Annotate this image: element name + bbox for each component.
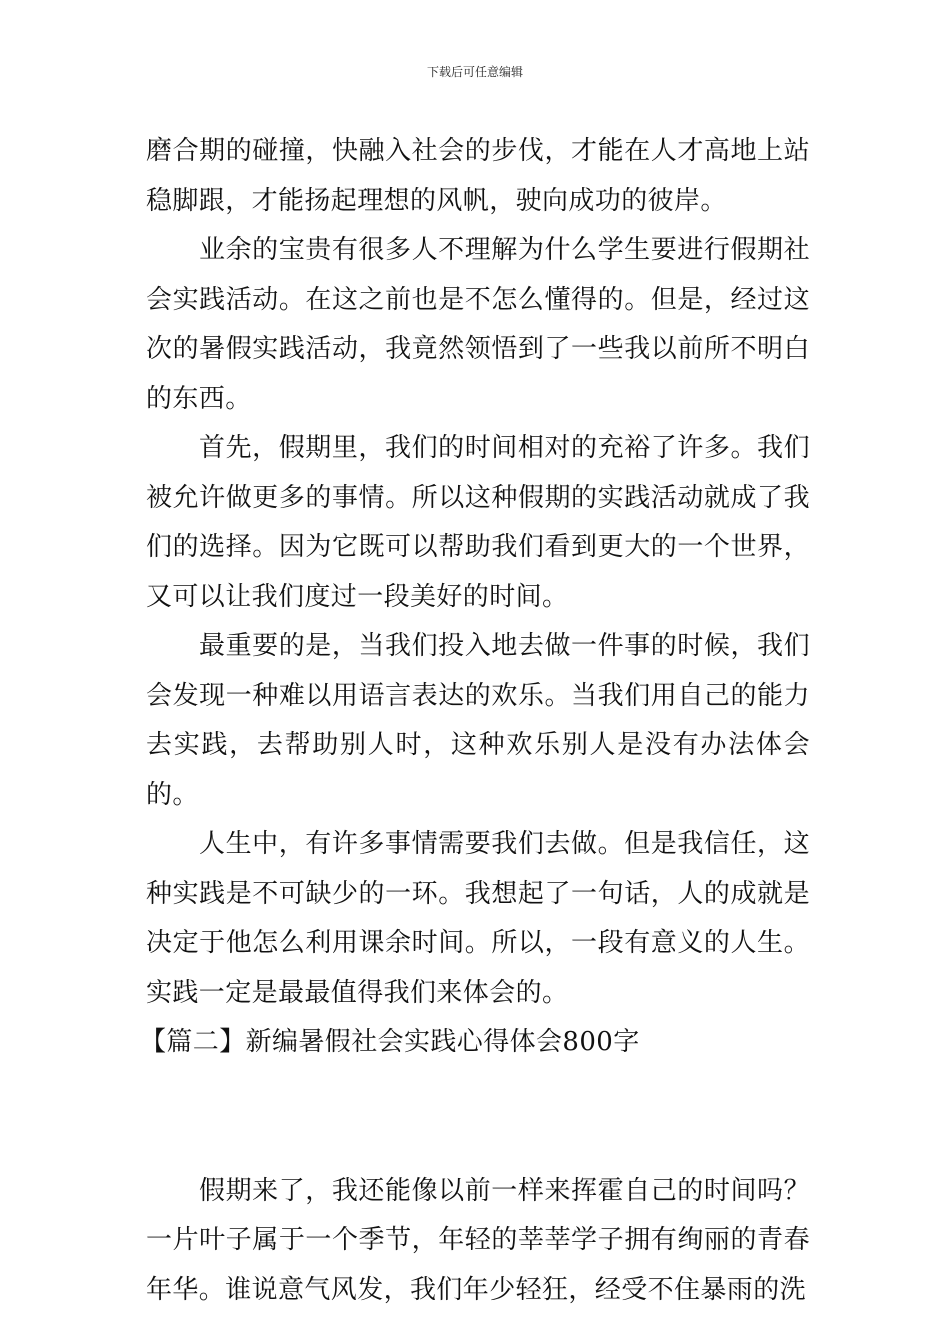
paragraph: 人生中，有许多事情需要我们去做。但是我信任，这种实践是不可缺少的一环。我想起了一句话，人的成就是决定于他怎么利用课余时间。所以，一段有意义的人生。实践一定是最最值得我们来体会的。 [146, 829, 810, 1008]
document-body [140, 127, 810, 1315]
blank-space [146, 1068, 810, 1167]
section-title: 【篇二】新编暑假社会实践心得体会800字 [140, 1027, 640, 1057]
paragraph: 最重要的是，当我们投入地去做一件事的时候，我们会发现一种难以用语言表达的欢乐。当我们用自己的能力去实践，去帮助别人时，这种欢乐别人是没有办法体会的。 [146, 631, 810, 810]
paragraph: 首先，假期里，我们的时间相对的充裕了许多。我们被允许做更多的事情。所以这种假期的实践活动就成了我们的选择。因为它既可以帮助我们看到更大的一个世界，又可以让我们度过一段美好的时间。 [146, 433, 810, 612]
paragraph: 假期来了，我还能像以前一样来挥霍自己的时间吗？一片叶子属于一个季节，年轻的莘莘学子拥有绚丽的青春年华。谁说意气风发，我们年少轻狂，经受不住暴雨的洗 [146, 1175, 810, 1305]
paragraph: 业余的宝贵有很多人不理解为什么学生要进行假期社会实践活动。在这之前也是不怎么懂得的。但是，经过这次的暑假实践活动，我竟然领悟到了一些我以前所不明白的东西。 [146, 235, 810, 414]
header-note: 下载后可任意编辑 [426, 65, 523, 79]
paragraph-continued: 磨合期的碰撞，快融入社会的步伐，才能在人才高地上站稳脚跟，才能扬起理想的风帆，驶向成功的彼岸。 [146, 136, 810, 216]
